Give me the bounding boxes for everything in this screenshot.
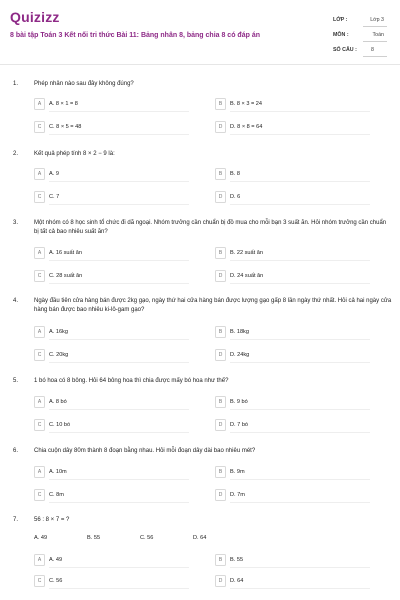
option-letter: D [215,270,226,282]
option-underline [49,283,189,284]
option-letter: A [34,396,45,408]
option-text: A. 10m [49,469,67,475]
question-text: Phép nhân nào sau đây không đúng? [34,81,134,87]
option-letter: B [215,168,226,180]
option-text: C. 28 suất ăn [49,273,83,279]
option-text: B. 9m [230,469,245,475]
option-text: D. 7m [230,492,245,498]
option-text: D. 6 [230,194,241,200]
option-letter: A [34,168,45,180]
option-underline [230,588,370,589]
option-letter: B [215,98,226,110]
option-text: B. 18kg [230,329,249,335]
option-underline [49,432,189,433]
meta-subject-value: Toán [372,32,384,38]
option-text: C. 8 × 5 = 48 [49,124,82,130]
option-underline [49,181,189,182]
option-letter: A [34,326,45,338]
option-underline [49,111,189,112]
option-text: B. 55 [230,557,244,563]
option-letter: C [34,270,45,282]
option-underline [49,134,189,135]
option-text: A. 49 [49,557,63,563]
inline-choice-c: C. 56 [140,535,154,541]
option-text: D. 24kg [230,352,250,358]
meta-count-value: 8 [371,47,374,53]
option-text: D. 7 bó [230,422,249,428]
option-underline [49,479,189,480]
meta-divider [363,41,387,42]
option-letter: D [215,575,226,587]
option-underline [230,502,370,503]
option-underline [230,181,370,182]
option-text: C. 7 [49,194,60,200]
option-text: C. 10 bó [49,422,71,428]
option-underline [49,409,189,410]
option-underline [230,362,370,363]
option-underline [230,283,370,284]
option-letter: C [34,191,45,203]
option-underline [49,588,189,589]
page-title: 8 bài tập Toán 3 Kết nối tri thức Bài 11: Bảng nhân 8, bảng chia 8 có đáp án [10,32,260,39]
question-text: Chia cuộn dây 80m thành 8 đoạn bằng nhau. Hỏi mỗi đoạn dây dài bao nhiêu mét? [34,448,256,454]
question-text: Kết quả phép tính 8 × 2 − 9 là: [34,151,115,157]
option-text: A. 8 bó [49,399,67,405]
option-text: A. 9 [49,171,59,177]
option-text: D. 64 [230,578,244,584]
option-underline [230,204,370,205]
option-letter: D [215,349,226,361]
option-underline [230,260,370,261]
option-underline [230,567,370,568]
option-text: C. 56 [49,578,63,584]
question-number: 7. [13,517,19,523]
option-text: C. 20kg [49,352,69,358]
inline-choice-d: D. 64 [193,535,207,541]
question-number: 4. [13,298,19,304]
option-text: B. 8 × 3 = 24 [230,101,263,107]
option-letter: C [34,419,45,431]
option-underline [230,479,370,480]
option-underline [230,432,370,433]
option-letter: D [215,121,226,133]
question-number: 1. [13,81,19,87]
option-letter: C [34,121,45,133]
option-letter: B [215,466,226,478]
option-letter: D [215,489,226,501]
option-letter: B [215,326,226,338]
inline-choice-a: A. 49 [34,535,48,541]
option-letter: D [215,191,226,203]
option-text: B. 22 suất ăn [230,250,263,256]
option-underline [49,260,189,261]
option-underline [49,339,189,340]
meta-divider [363,56,387,57]
option-text: B. 8 [230,171,240,177]
option-underline [230,134,370,135]
option-text: A. 8 × 1 = 8 [49,101,78,107]
question-text: Ngày đầu tiên cửa hàng bán được 2kg gạo, ngày thứ hai cửa hàng bán được lượng gạo gấp 8 lần ngày thứ nhất. Hỏi cả hai ngày cửa hàng bán được bao nhiêu ki-lô-gam gạo? [34,298,392,313]
option-text: D. 8 × 8 = 64 [230,124,263,130]
option-underline [230,339,370,340]
quizizz-logo: Quizizz [10,9,60,25]
option-underline [49,502,189,503]
option-letter: A [34,466,45,478]
option-underline [49,362,189,363]
question-text: 56 : 8 × 7 = ? [34,517,70,523]
question-number: 5. [13,378,19,384]
option-letter: B [215,247,226,259]
question-number: 2. [13,151,19,157]
meta-class-value: Lớp 3 [370,17,384,23]
question-number: 6. [13,448,19,454]
meta-subject-label: MÔN : [333,32,349,38]
meta-divider [363,26,387,27]
option-text: B. 9 bó [230,399,248,405]
question-text: 1 bó hoa có 8 bông. Hỏi 64 bông hoa thì chia được mấy bó hoa như thế? [34,378,229,384]
option-letter: C [34,575,45,587]
option-letter: A [34,247,45,259]
option-letter: B [215,554,226,566]
option-letter: A [34,554,45,566]
option-text: D. 24 suất ăn [230,273,264,279]
option-letter: D [215,419,226,431]
meta-count-label: SỐ CÂU : [333,47,357,53]
option-text: A. 16kg [49,329,68,335]
option-letter: A [34,98,45,110]
option-letter: C [34,489,45,501]
option-letter: C [34,349,45,361]
option-text: A. 16 suất ăn [49,250,82,256]
header-divider [0,64,400,65]
inline-choice-b: B. 55 [87,535,101,541]
option-underline [49,204,189,205]
option-underline [49,567,189,568]
option-underline [230,111,370,112]
option-letter: B [215,396,226,408]
meta-class-label: LỚP : [333,17,348,23]
question-number: 3. [13,220,19,226]
option-underline [230,409,370,410]
question-text: Một nhóm có 8 học sinh tổ chức đi dã ngoại. Nhóm trưởng cần chuẩn bị đồ mua cho mỗi bạn 3 suất ăn. Hỏi nhóm trưởng cần chuẩn bị tất cả bao nhiêu suất ăn? [34,220,387,235]
option-text: C. 8m [49,492,64,498]
